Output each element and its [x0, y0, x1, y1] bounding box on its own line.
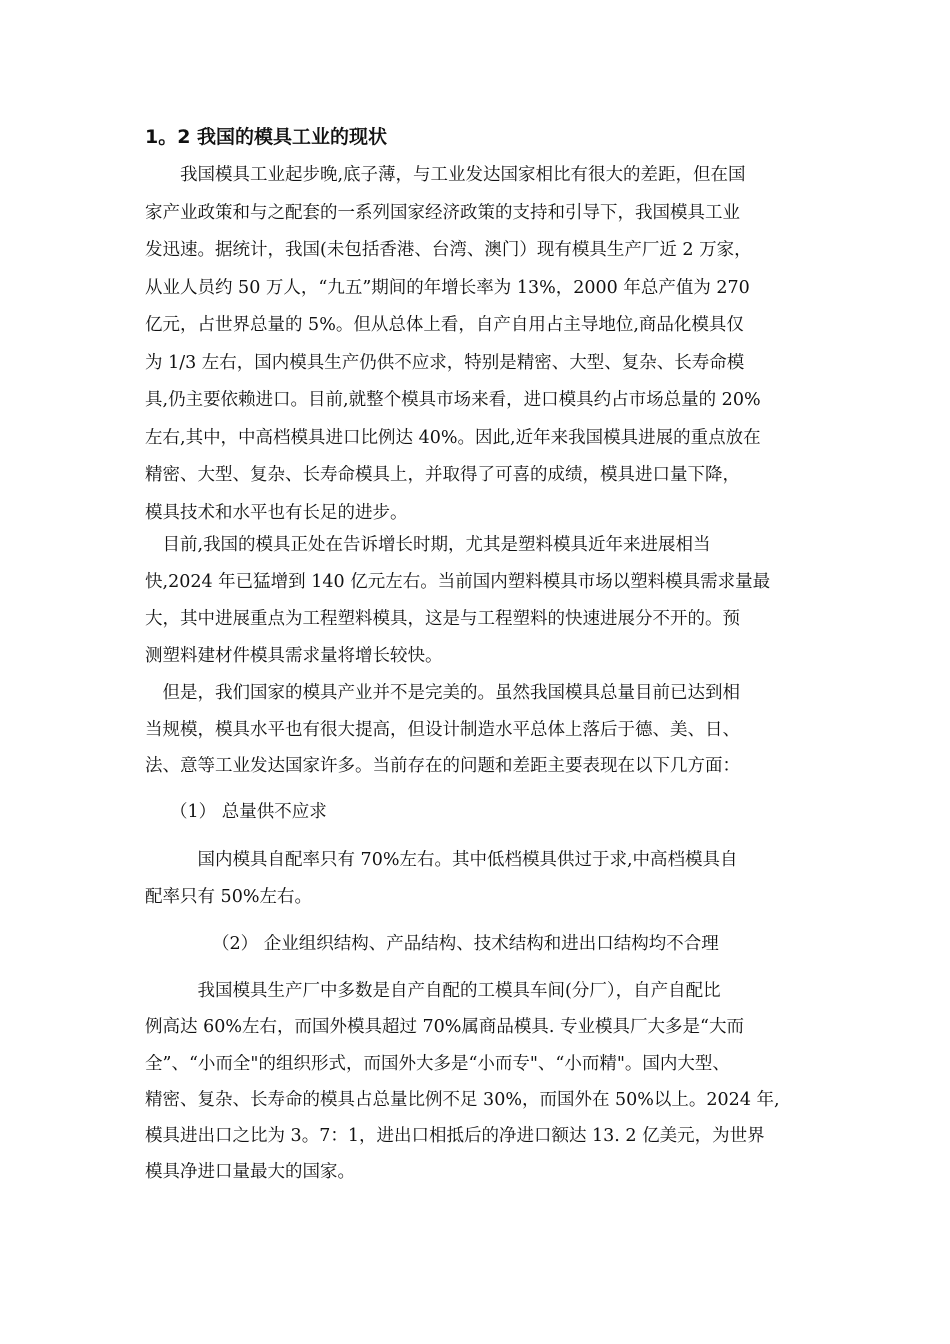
text-line: 我国模具工业起步晚,底子薄，与工业发达国家相比有很大的差距，但在国 — [145, 165, 746, 185]
text-line: 我国模具生产厂中多数是自产自配的工模具车间(分厂），自产自配比 — [145, 981, 721, 1001]
list-item-body-2 — [145, 973, 815, 1191]
paragraph-current-status — [145, 157, 815, 532]
paragraph-plastic-molds — [145, 527, 815, 675]
section-heading: 1。2 我国的模具工业的现状 — [145, 126, 388, 148]
text-line: 左右,其中，中高档模具进口比例达 40%。因此,近年来我国模具进展的重点放在 — [145, 427, 761, 448]
text-line: 精密、大型、复杂、长寿命模具上，并取得了可喜的成绩，模具进口量下降， — [145, 465, 740, 485]
text-line: 从业人员约 50 万人，“九五”期间的年增长率为 13%，2000 年总产值为 270 — [145, 277, 750, 298]
text-line: 具,仍主要依赖进口。目前,就整个模具市场来看，进口模具约占市场总量的 20% — [145, 390, 761, 410]
list-item-title-2: （2） 企业组织结构、产品结构、技术结构和进出口结构均不合理 — [212, 934, 719, 954]
paragraph-problems — [145, 675, 815, 785]
text-line: 当规模，模具水平也有很大提高，但设计制造水平总体上落后于德、美、日、 — [145, 719, 740, 740]
text-line: 例高达 60%左右，而国外模具超过 70%属商品模具. 专业模具厂大多是“大而 — [145, 1017, 744, 1038]
text-line: 快,2024 年已猛增到 140 亿元左右。当前国内塑料模具市场以塑料模具需求量最 — [145, 572, 771, 592]
text-line: 国内模具自配率只有 70%左右。其中低档模具供过于求,中高档模具自 — [145, 850, 738, 870]
text-line: 精密、复杂、长寿命的模具占总量比例不足 30%，而国外在 50%以上。2024 年, — [145, 1089, 780, 1110]
text-line: 目前,我国的模具正处在告诉增长时期，尤其是塑料模具近年来进展相当 — [145, 535, 711, 555]
list-item-body-1 — [145, 842, 815, 916]
text-line: 发迅速。据统计，我国(未包括香港、台湾、澳门）现有模具生产厂近 2 万家， — [145, 240, 752, 260]
list-item-title-1: （1） 总量供不应求 — [170, 802, 327, 822]
text-line: 模具技术和水平也有长足的进步。 — [145, 502, 408, 523]
text-line: 模具进出口之比为 3。7：1，进出口相抵后的净进口额达 13. 2 亿美元，为世界 — [145, 1126, 765, 1147]
text-line: 法、意等工业发达国家许多。当前存在的问题和差距主要表现在以下几方面： — [145, 756, 740, 776]
text-line: 全”、“小而全"的组织形式，而国外大多是“小而专"、“小而精"。国内大型、 — [145, 1053, 730, 1074]
text-line: 配率只有 50%左右。 — [145, 887, 312, 907]
text-line: 家产业政策和与之配套的一系列国家经济政策的支持和引导下，我国模具工业 — [145, 202, 740, 223]
text-line: 大，其中进展重点为工程塑料模具，这是与工程塑料的快速进展分不开的。预 — [145, 609, 740, 629]
text-line: 测塑料建材件模具需求量将增长较快。 — [145, 646, 443, 666]
text-line: 亿元，占世界总量的 5%。但从总体上看，自产自用占主导地位,商品化模具仅 — [145, 315, 744, 335]
text-line: 为 1/3 左右，国内模具生产仍供不应求，特别是精密、大型、复杂、长寿命模 — [145, 352, 745, 373]
text-line: 模具净进口量最大的国家。 — [145, 1162, 355, 1183]
text-line: 但是，我们国家的模具产业并不是完美的。虽然我国模具总量目前已达到相 — [145, 683, 740, 703]
